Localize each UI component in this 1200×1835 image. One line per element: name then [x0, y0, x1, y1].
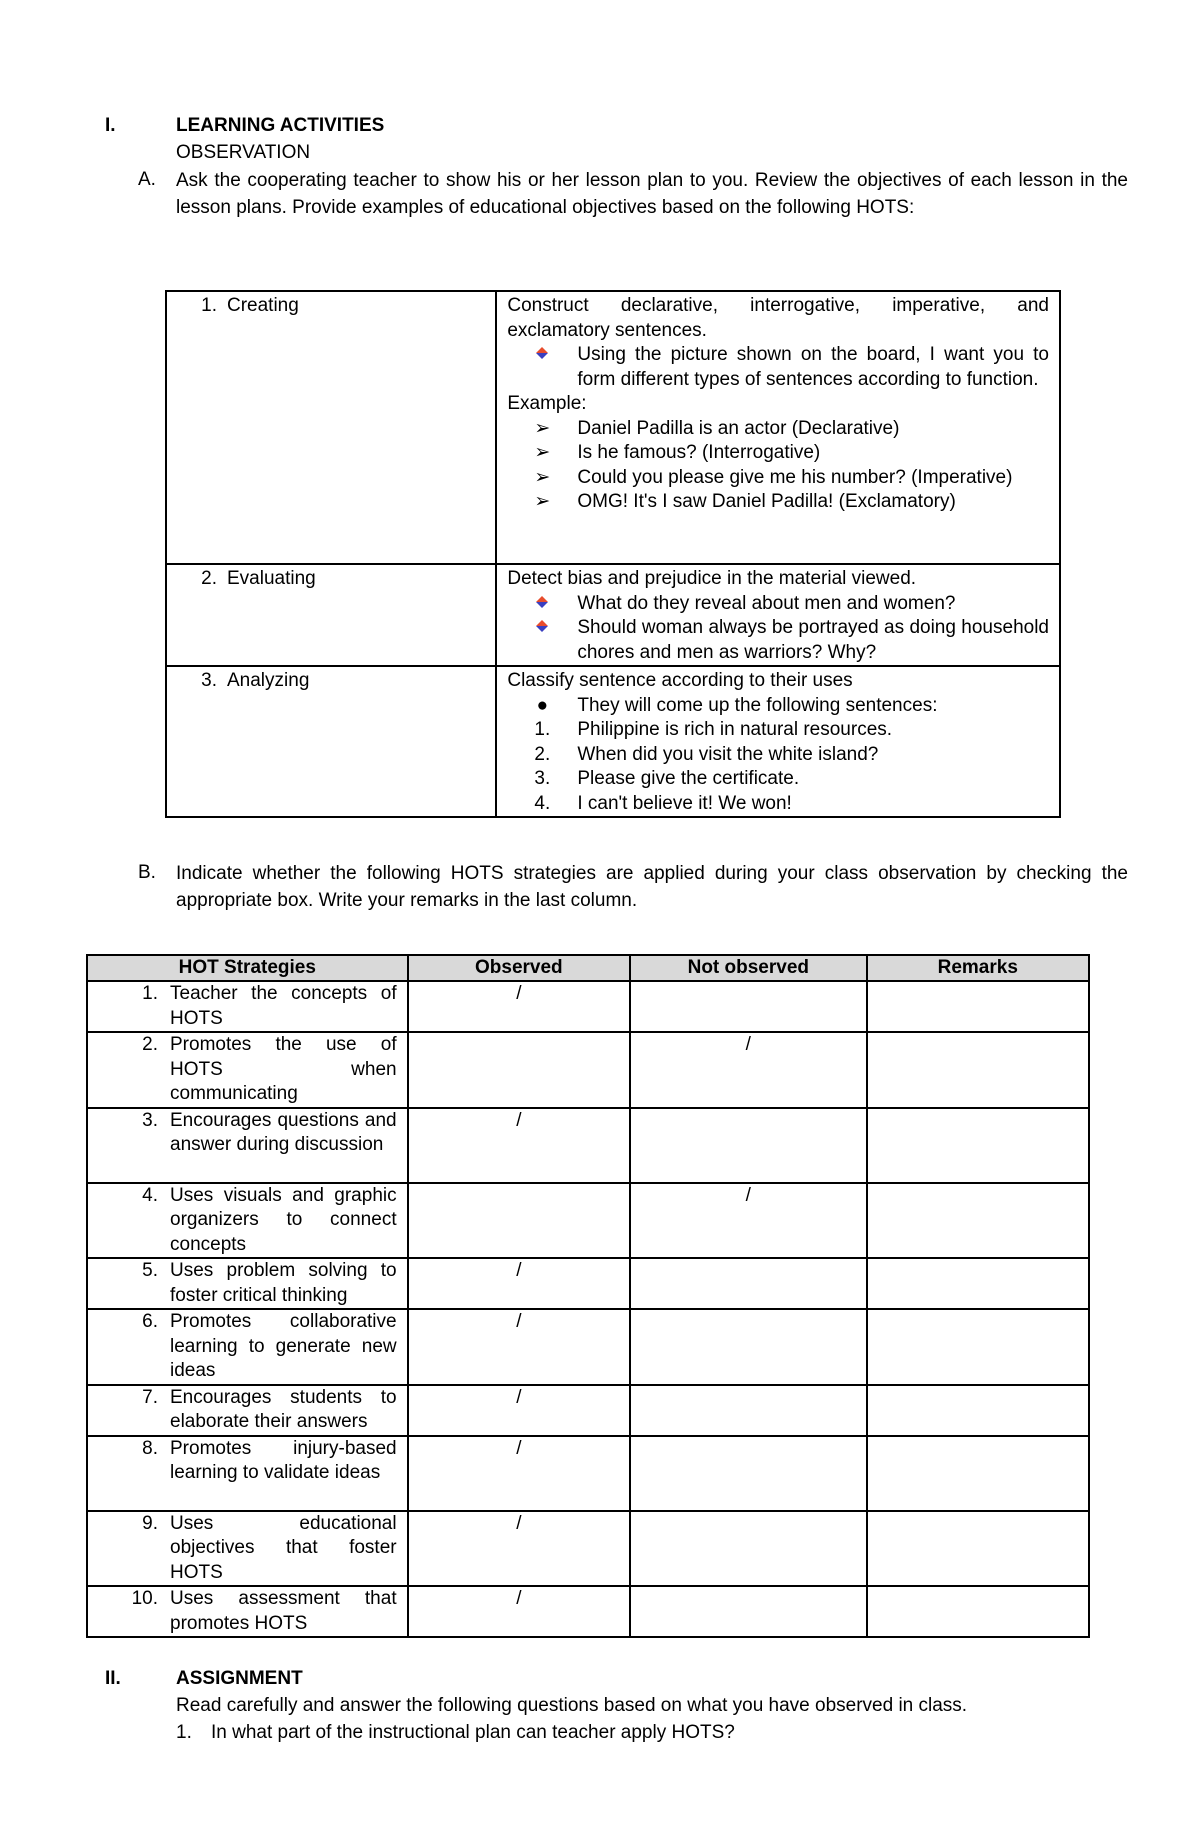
part-b-letter: B. [138, 862, 156, 883]
objective-bullet: Using the picture shown on the board, I want you to form different types of sentences according to function. [577, 344, 1049, 390]
remarks-cell[interactable] [867, 981, 1089, 1032]
table-row [87, 1309, 1089, 1385]
row-number: 8. [142, 1437, 158, 1459]
strategy-text: Encourages students to elaborate their answers [170, 1386, 397, 1432]
row-number: 4. [142, 1184, 158, 1206]
table-row [87, 1108, 1089, 1183]
observed-cell[interactable]: / [408, 1511, 630, 1587]
row-number: 6. [142, 1311, 158, 1332]
chevron-bullet-icon: ➢ [534, 466, 551, 488]
dot-bullet-icon: ● [536, 694, 549, 716]
not-observed-cell[interactable] [630, 1108, 866, 1183]
arrow-bullet-icon [507, 592, 577, 617]
example-item: Daniel Padilla is an actor (Declarative) [577, 417, 900, 439]
arrow-bullet-icon [507, 343, 577, 392]
observed-cell[interactable] [408, 1183, 630, 1259]
list-item: I can't believe it! We won! [577, 792, 792, 814]
row-number: 5. [142, 1260, 158, 1281]
question-number: 1. [176, 1722, 192, 1743]
list-number: 1. [534, 719, 551, 740]
remarks-cell[interactable] [867, 1309, 1089, 1385]
section-1-subtitle: OBSERVATION [176, 142, 311, 163]
objective-bullet: What do they reveal about men and women? [577, 592, 956, 614]
list-item: When did you visit the white island? [577, 743, 879, 765]
list-number: 3. [534, 768, 551, 789]
part-a-letter: A. [138, 169, 156, 190]
part-b-text: Indicate whether the following HOTS strategies are applied during your class observation by checking the appropriate box. Write your remarks in the last column. [176, 863, 1128, 911]
observed-cell[interactable]: / [408, 1385, 630, 1436]
observed-cell[interactable]: / [408, 1586, 630, 1637]
section-1-title: LEARNING ACTIVITIES [176, 115, 385, 136]
header-remarks: Remarks [867, 955, 1089, 981]
strategy-text: Promotes collaborative learning to generate new ideas [170, 1311, 397, 1381]
hots-objectives-table [165, 290, 1061, 818]
table-row [87, 1032, 1089, 1108]
not-observed-cell[interactable] [630, 981, 866, 1032]
observed-cell[interactable]: / [408, 1258, 630, 1309]
section-2-title: ASSIGNMENT [176, 1668, 303, 1689]
list-item: Philippine is rich in natural resources. [577, 719, 893, 740]
list-number: 4. [534, 792, 551, 814]
not-observed-cell[interactable] [630, 1586, 866, 1637]
example-item: Is he famous? (Interrogative) [577, 442, 821, 463]
not-observed-cell[interactable] [630, 1436, 866, 1511]
remarks-cell[interactable] [867, 1258, 1089, 1309]
not-observed-cell[interactable]: / [630, 1183, 866, 1259]
observed-cell[interactable]: / [408, 1108, 630, 1183]
question-text: In what part of the instructional plan can teacher apply HOTS? [211, 1722, 735, 1743]
objective-bullet: They will come up the following sentences: [577, 694, 938, 716]
strategy-text: Uses visuals and graphic organizers to connect concepts [170, 1184, 397, 1255]
row-number: 1. [142, 983, 158, 1004]
remarks-cell[interactable] [867, 1586, 1089, 1637]
example-item: Could you please give me his number? (Imperative) [577, 466, 1013, 488]
table-row [87, 1385, 1089, 1436]
strategy-text: Promotes injury-based learning to validate ideas [170, 1437, 397, 1483]
list-number: 2. [534, 743, 551, 765]
row-number: 10. [131, 1588, 158, 1609]
row-number: 2. [201, 568, 217, 589]
not-observed-cell[interactable] [630, 1385, 866, 1436]
hots-level-label: Creating [227, 295, 299, 316]
table-row [87, 1183, 1089, 1259]
chevron-bullet-icon: ➢ [534, 417, 551, 439]
observed-cell[interactable]: / [408, 1436, 630, 1511]
section-2-numeral: II. [105, 1668, 121, 1689]
remarks-cell[interactable] [867, 1032, 1089, 1108]
table-row [87, 1511, 1089, 1587]
remarks-cell[interactable] [867, 1183, 1089, 1259]
objective-intro: Detect bias and prejudice in the material viewed. [507, 568, 917, 589]
objective-intro: Construct declarative, interrogative, imperative, and exclamatory sentences. [507, 295, 1049, 341]
observed-cell[interactable]: / [408, 1309, 630, 1385]
list-item: Please give the certificate. [577, 768, 800, 789]
section-1-numeral: I. [105, 115, 116, 136]
not-observed-cell[interactable] [630, 1258, 866, 1309]
chevron-bullet-icon: ➢ [534, 491, 551, 512]
section-2-instruction: Read carefully and answer the following questions based on what you have observed in class. [176, 1695, 968, 1716]
row-number: 3. [142, 1109, 158, 1131]
table-header-row [87, 955, 1089, 981]
table-row [87, 1436, 1089, 1511]
remarks-cell[interactable] [867, 1436, 1089, 1511]
objective-intro: Classify sentence according to their uses [507, 670, 853, 691]
observed-cell[interactable]: / [408, 981, 630, 1032]
example-item: OMG! It's I saw Daniel Padilla! (Exclamatory) [577, 491, 956, 512]
part-a-text: Ask the cooperating teacher to show his or her lesson plan to you. Review the objectives of each lesson in the lesson plans. Provide examples of educational objectives based on the following HOTS: [176, 170, 1128, 218]
hots-level-label: Evaluating [227, 568, 316, 589]
row-number: 3. [201, 670, 217, 691]
table-row [166, 564, 1060, 666]
not-observed-cell[interactable] [630, 1511, 866, 1587]
remarks-cell[interactable] [867, 1511, 1089, 1587]
remarks-cell[interactable] [867, 1385, 1089, 1436]
strategy-text: Uses assessment that promotes HOTS [170, 1588, 397, 1634]
remarks-cell[interactable] [867, 1108, 1089, 1183]
header-strategies: HOT Strategies [87, 955, 408, 981]
strategy-text: Uses problem solving to foster critical thinking [170, 1260, 397, 1306]
strategy-text: Encourages questions and answer during discussion [170, 1109, 397, 1155]
observed-cell[interactable] [408, 1032, 630, 1108]
strategy-text: Teacher the concepts of HOTS [170, 983, 397, 1029]
table-row [87, 1258, 1089, 1309]
arrow-bullet-icon [507, 616, 577, 665]
row-number: 7. [142, 1386, 158, 1408]
hots-level-label: Analyzing [227, 670, 310, 691]
table-row [166, 291, 1060, 564]
chevron-bullet-icon: ➢ [534, 442, 551, 463]
strategy-text: Uses educational objectives that foster HOTS [170, 1512, 397, 1583]
header-observed: Observed [408, 955, 630, 981]
row-number: 2. [142, 1034, 158, 1055]
objective-bullet: Should woman always be portrayed as doing household chores and men as warriors? Why? [577, 617, 1049, 663]
not-observed-cell[interactable] [630, 1309, 866, 1385]
hots-strategies-table [86, 954, 1090, 1638]
example-label: Example: [507, 393, 587, 414]
header-not-observed: Not observed [630, 955, 866, 981]
row-number: 9. [142, 1512, 158, 1534]
row-number: 1. [201, 295, 217, 316]
not-observed-cell[interactable]: / [630, 1032, 866, 1108]
table-row [87, 1586, 1089, 1637]
strategy-text: Promotes the use of HOTS when communicating [170, 1034, 397, 1104]
table-row [87, 981, 1089, 1032]
table-row [166, 666, 1060, 817]
